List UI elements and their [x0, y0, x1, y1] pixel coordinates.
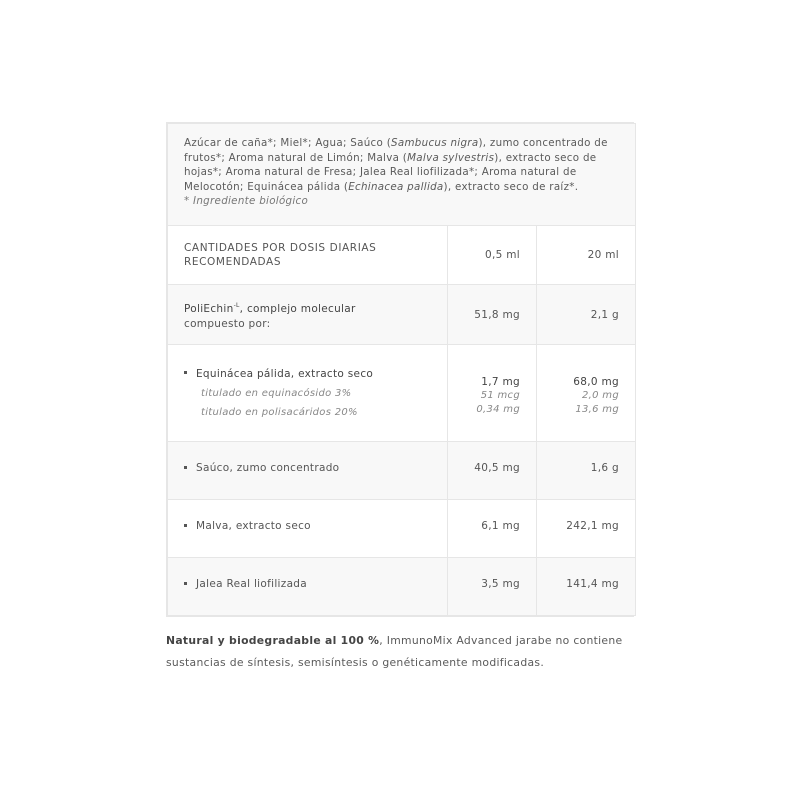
table-row-poliechin	[168, 285, 636, 345]
bullet-icon	[184, 466, 187, 469]
organic-footnote: * Ingrediente biológico	[184, 195, 309, 207]
ingredients-part: Azúcar de caña*; Miel*; Agua; Saúco (	[184, 137, 392, 149]
equinacea-col1	[448, 345, 537, 442]
equinacea-label-cell	[168, 345, 448, 442]
footer-rest: , ImmunoMix Advanced jarabe no contiene sustancias de síntesis, semisíntesis o genéticamente modificadas.	[166, 634, 623, 669]
header-dose-large: 20 ml	[537, 226, 636, 285]
malva-label: Malva, extracto seco	[196, 520, 311, 532]
poliechin-superscript: -L	[233, 301, 240, 309]
equinacea-col2	[537, 345, 636, 442]
poliechin-label	[168, 285, 448, 345]
bullet-icon	[184, 371, 187, 374]
ingredients-part: ), extracto seco de hojas*; Aroma natural de Fresa; Jalea Real liofilizada*; Aroma natural de Melocotón; Equinácea pálida (	[184, 151, 597, 193]
jalea-col1: 3,5 mg	[448, 558, 537, 616]
poliechin-col1: 51,8 mg	[448, 285, 537, 345]
poliechin-name: PoliEchin	[184, 302, 234, 315]
ingredients-latin-name: Sambucus nigra	[391, 137, 479, 149]
equinacea-sub1: titulado en equinacósido 3%	[201, 387, 352, 399]
bullet-icon	[184, 582, 187, 585]
ingredients-part: ), zumo concentrado de frutos*; Aroma natural de Limón; Malva (	[184, 137, 608, 164]
jalea-label-cell	[168, 558, 448, 616]
sauco-label: Saúco, zumo concentrado	[196, 462, 340, 474]
equinacea-col1-main: 1,7 mg	[481, 376, 520, 388]
equinacea-col1-sub1: 51 mcg	[480, 390, 520, 401]
ingredients-row	[168, 124, 636, 226]
equinacea-col2-main: 68,0 mg	[573, 376, 619, 388]
ingredients-latin-name: Echinacea pallida	[348, 180, 444, 193]
footer-bold: Natural y biodegradable al 100 %	[166, 634, 380, 647]
jalea-col2: 141,4 mg	[537, 558, 636, 616]
malva-col1: 6,1 mg	[448, 500, 537, 558]
equinacea-label: Equinácea pálida, extracto seco	[196, 367, 374, 380]
header-dose-small: 0,5 ml	[448, 226, 537, 285]
ingredients-latin-name: Malva sylvestris	[407, 151, 495, 164]
ingredients-text	[168, 124, 636, 226]
poliechin-desc-line2: compuesto por:	[184, 317, 271, 330]
sauco-col2: 1,6 g	[537, 442, 636, 500]
sauco-col1: 40,5 mg	[448, 442, 537, 500]
bullet-icon	[184, 524, 187, 527]
equinacea-col2-sub1: 2,0 mg	[582, 390, 619, 401]
malva-label-cell	[168, 500, 448, 558]
sauco-label-cell	[168, 442, 448, 500]
table-row-equinacea	[168, 345, 636, 442]
equinacea-sub2: titulado en polisacáridos 20%	[201, 406, 358, 418]
table-row-malva	[168, 500, 636, 558]
table-row-jalea	[168, 558, 636, 616]
poliechin-desc: , complejo molecular	[239, 302, 356, 315]
jalea-label: Jalea Real liofilizada	[196, 578, 308, 590]
poliechin-col2: 2,1 g	[537, 285, 636, 345]
header-label: CANTIDADES POR DOSIS DIARIAS RECOMENDADAS	[168, 226, 448, 285]
table-header-row	[168, 226, 636, 285]
equinacea-col2-sub2: 13,6 mg	[575, 404, 619, 415]
malva-col2: 242,1 mg	[537, 500, 636, 558]
equinacea-col1-sub2: 0,34 mg	[476, 404, 520, 415]
table-row-sauco	[168, 442, 636, 500]
ingredients-part: ), extracto seco de raíz*.	[443, 180, 579, 193]
composition-table	[166, 122, 634, 617]
footer-note	[166, 630, 646, 674]
